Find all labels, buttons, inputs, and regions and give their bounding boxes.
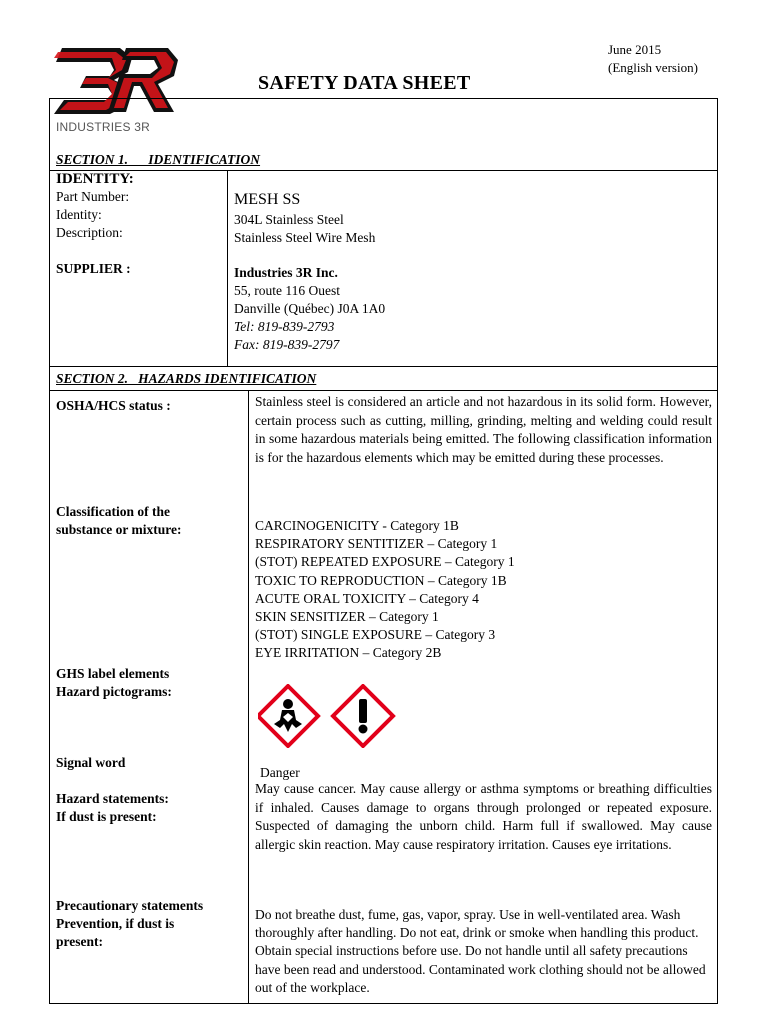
- identity-label: Identity:: [56, 207, 102, 222]
- hazard-pictograms: [258, 684, 398, 748]
- classification-item: (STOT) REPEATED EXPOSURE – Category 1: [255, 554, 515, 570]
- section1-divider: [227, 170, 228, 367]
- classification-label-line2: substance or mixture:: [56, 522, 182, 537]
- classification-item: CARCINOGENICITY - Category 1B: [255, 518, 459, 533]
- section1-table: [49, 170, 718, 367]
- section1-heading: SECTION 1. IDENTIFICATION: [56, 152, 261, 167]
- precautionary-label-line3: present:: [56, 934, 103, 949]
- document-date: June 2015: [608, 42, 662, 57]
- classification-label-line1: Classification of the: [56, 504, 170, 519]
- hazard-statements-label-line2: If dust is present:: [56, 809, 157, 824]
- hazard-statements-text: May cause cancer. May cause allergy or asthma symptoms or breathing difficulties if inhaled. Causes damage to organs through prolonged or repeated exposure. Suspected of damaging the unborn child. Harm full if swallowed. May cause allergic skin reaction. May cause respiratory irritation. Causes eye irritations.: [255, 781, 712, 852]
- health-hazard-icon: [258, 686, 318, 746]
- description-label: Description:: [56, 225, 123, 240]
- ghs-label-line2: Hazard pictograms:: [56, 684, 172, 699]
- supplier-label: SUPPLIER :: [56, 261, 131, 276]
- part-number-label: Part Number:: [56, 189, 130, 204]
- osha-label: OSHA/HCS status :: [56, 398, 171, 413]
- page-title: SAFETY DATA SHEET: [258, 72, 471, 94]
- supplier-name: Industries 3R Inc.: [234, 265, 338, 280]
- supplier-address-line2: Danville (Québec) J0A 1A0: [234, 301, 386, 316]
- logo-subtitle: INDUSTRIES 3R: [56, 120, 150, 134]
- ghs-label-line1: GHS label elements: [56, 666, 170, 681]
- signal-word-value: Danger: [260, 765, 300, 780]
- hazard-statements-label-line1: Hazard statements:: [56, 791, 169, 806]
- document-version: (English version): [608, 60, 698, 75]
- classification-item: EYE IRRITATION – Category 2B: [255, 645, 442, 661]
- supplier-fax: Fax: 819-839-2797: [234, 337, 340, 352]
- classification-list: [255, 517, 712, 663]
- osha-text: Stainless steel is considered an article and not hazardous in its solid form. However, certain process such as cutting, milling, grinding, melting and welding could result in some hazardous materials being emitted. The following classification information is for the hazardous elements which may be emitted during these processes.: [255, 394, 712, 465]
- precautionary-label-line2: Prevention, if dust is: [56, 916, 175, 931]
- precautionary-text: Do not breathe dust, fume, gas, vapor, spray. Use in well-ventilated area. Wash thoroughly after handling. Do not eat, drink or smoke when handling this product. Obtain special instructions before use. Do not handle until all safety precautions have been read and understood. Contaminated work clothing should not be allowed out of the workplace.: [255, 907, 706, 995]
- classification-item: TOXIC TO REPRODUCTION – Category 1B: [255, 572, 507, 588]
- section2-divider: [248, 390, 249, 1004]
- classification-item: (STOT) SINGLE EXPOSURE – Category 3: [255, 627, 496, 643]
- supplier-address-line1: 55, route 116 Ouest: [234, 283, 340, 298]
- precautionary-label-line1: Precautionary statements: [56, 898, 204, 913]
- section2-header-line: [49, 390, 718, 391]
- document-date-block: [608, 41, 698, 77]
- identity-heading: IDENTITY:: [56, 171, 134, 187]
- exclamation-mark-icon: [333, 686, 393, 746]
- classification-item: RESPIRATORY SENTITIZER – Category 1: [255, 536, 498, 552]
- classification-item: ACUTE ORAL TOXICITY – Category 4: [255, 590, 479, 606]
- classification-item: SKIN SENSITIZER – Category 1: [255, 609, 439, 625]
- section2-heading: SECTION 2. HAZARDS IDENTIFICATION: [56, 371, 317, 386]
- supplier-tel: Tel: 819-839-2793: [234, 319, 335, 334]
- identity-value: 304L Stainless Steel: [234, 212, 344, 227]
- part-number-value: MESH SS: [234, 191, 301, 208]
- description-value: Stainless Steel Wire Mesh: [234, 230, 376, 245]
- signal-word-label: Signal word: [56, 755, 126, 770]
